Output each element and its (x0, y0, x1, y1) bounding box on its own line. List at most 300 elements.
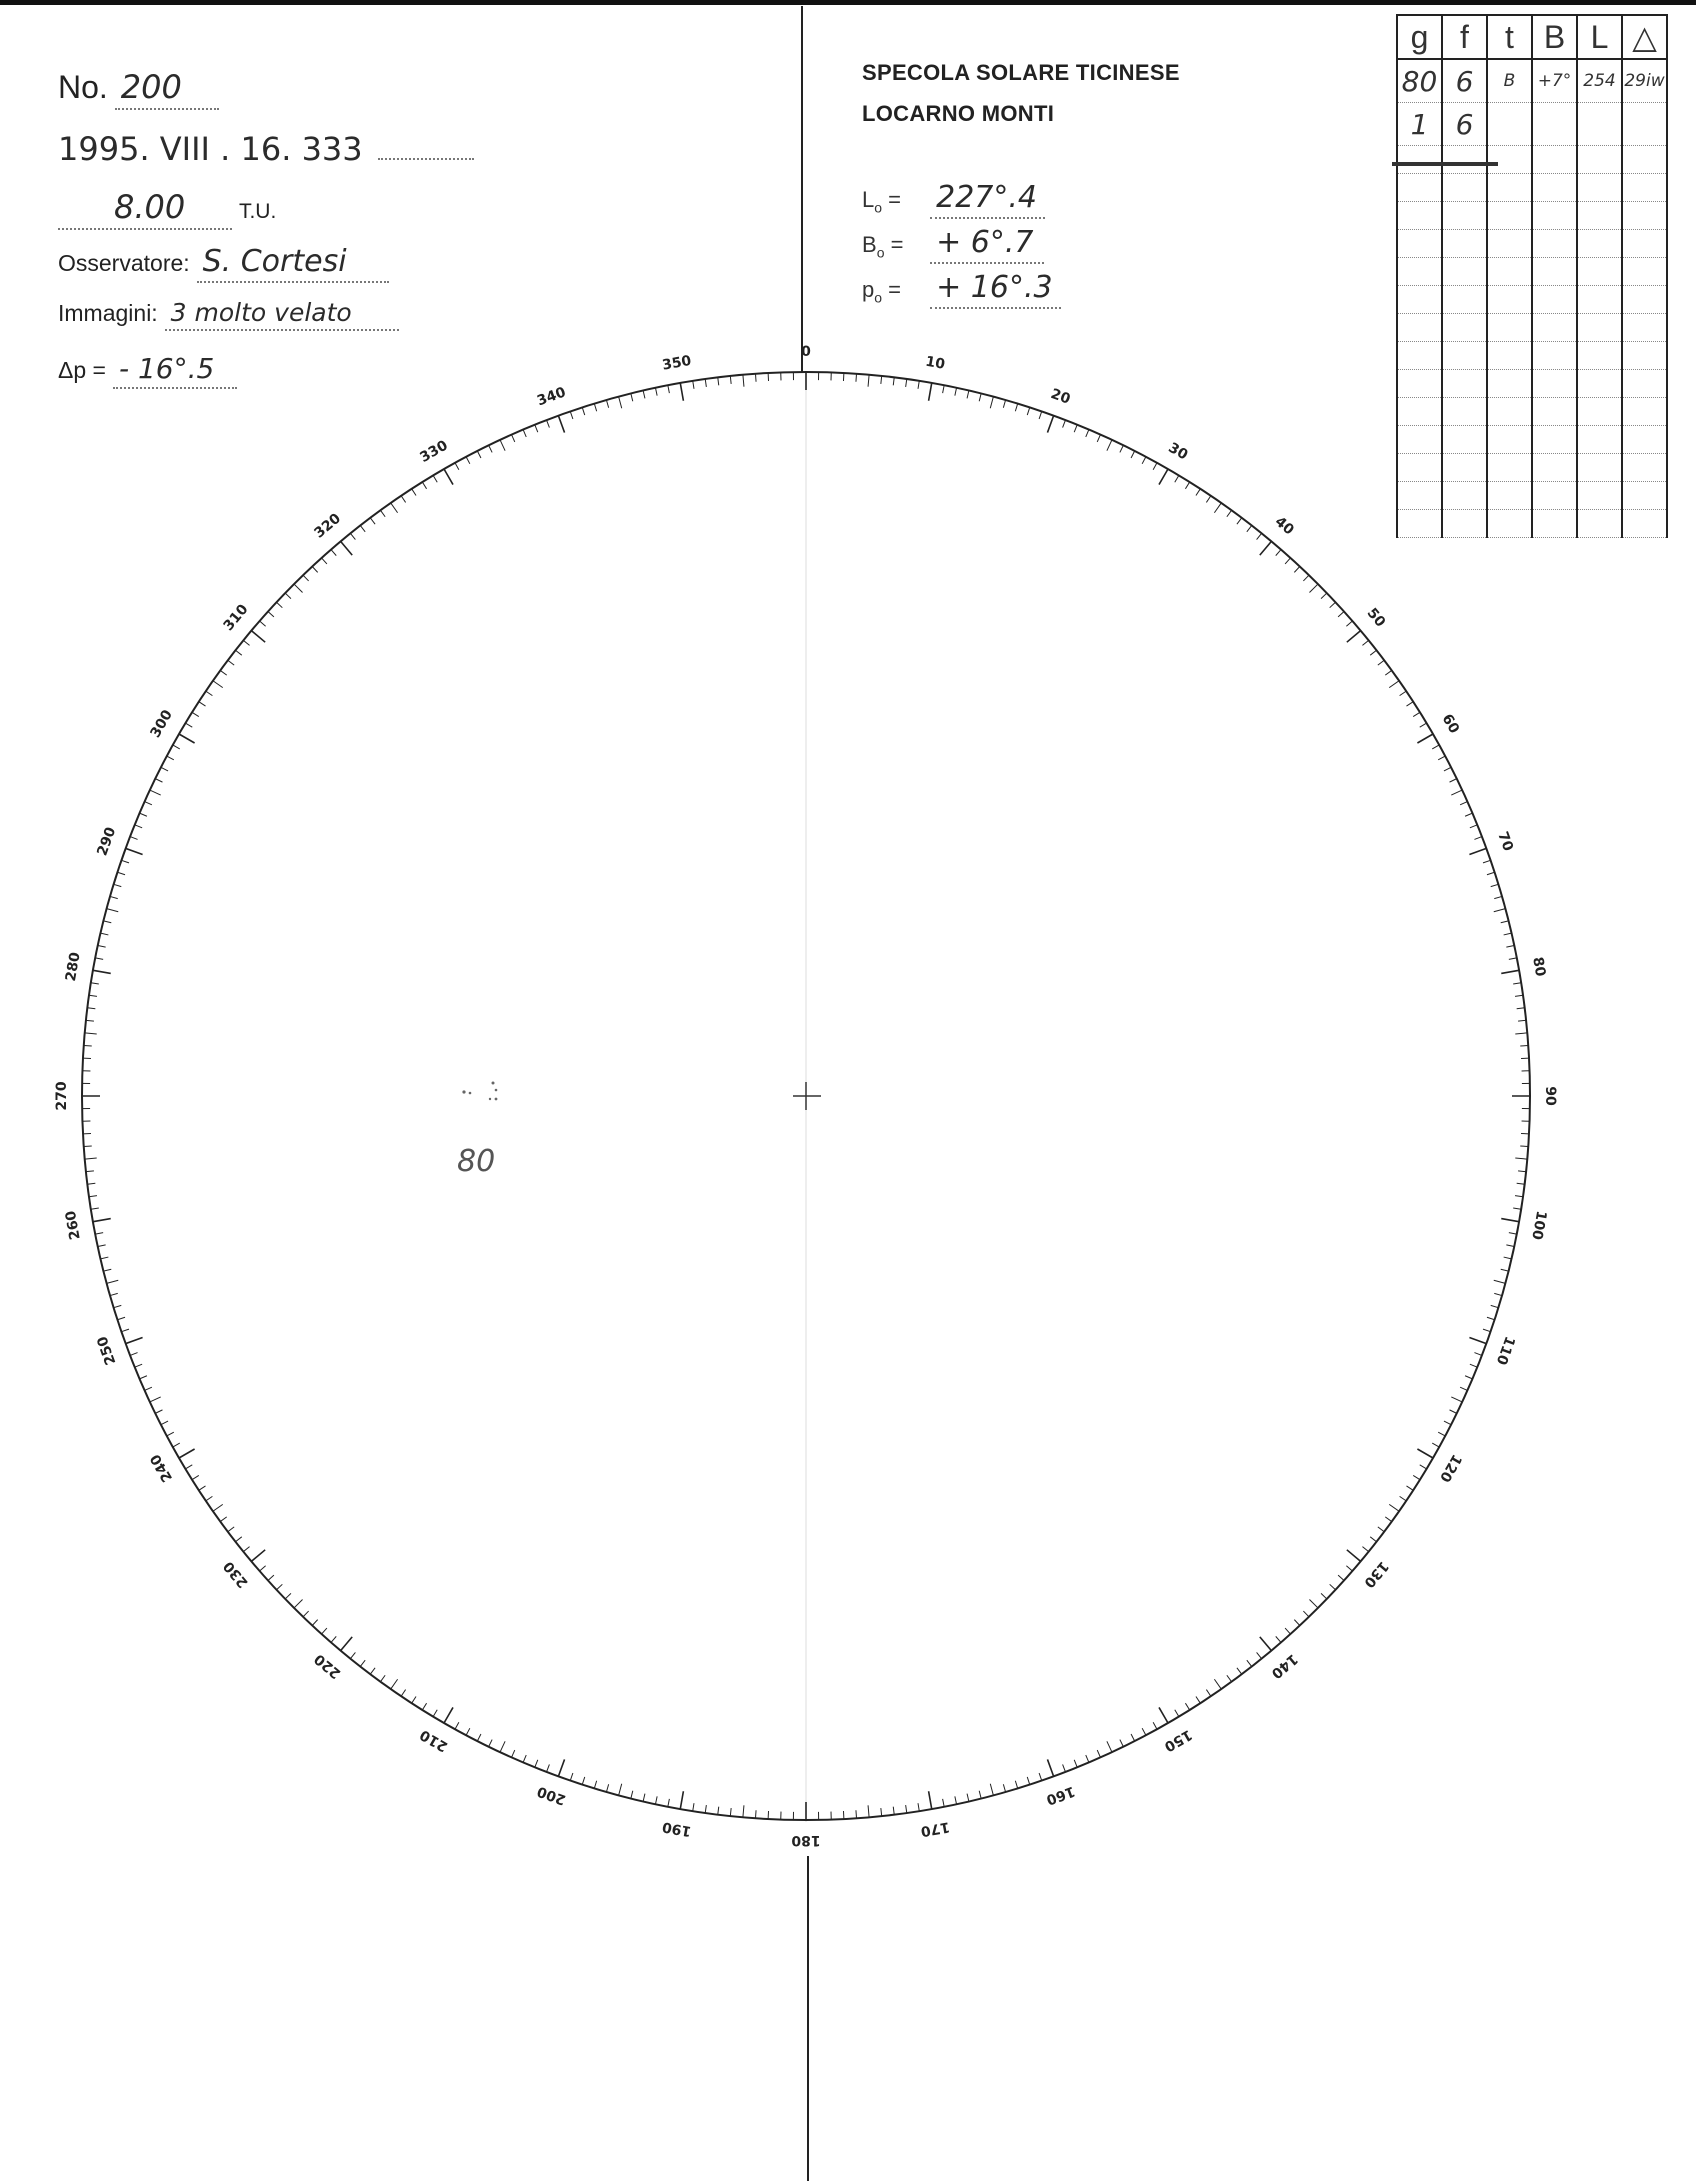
scale-tick (1515, 1033, 1527, 1034)
scale-label: 310 (220, 601, 252, 635)
B0-label: $B_o$ = (862, 232, 904, 261)
scale-tick (1237, 518, 1242, 524)
scale-tick (668, 385, 670, 393)
scale-tick (1330, 602, 1336, 607)
scale-tick (1338, 1575, 1344, 1580)
scale-tick (1515, 1158, 1527, 1159)
scale-tick (1451, 1397, 1462, 1402)
scale-tick (1015, 1781, 1017, 1789)
scale-tick (161, 767, 168, 771)
scale-label: 160 (1043, 1782, 1077, 1808)
scale-tick (1515, 995, 1523, 996)
sunspot-dot (495, 1098, 498, 1101)
scale-tick (535, 425, 538, 432)
scale-tick (107, 1280, 119, 1283)
scale-tick (104, 921, 112, 923)
scale-tick (213, 681, 223, 688)
scale-tick (1504, 933, 1512, 935)
scale-tick (1039, 1773, 1042, 1781)
scale-tick (1494, 1293, 1502, 1295)
scale-tick (93, 970, 111, 973)
scale-tick (856, 1810, 857, 1818)
scale-tick (1276, 1636, 1281, 1642)
scale-tick (199, 1486, 206, 1490)
scale-tick (906, 1805, 907, 1813)
scale-tick (1513, 983, 1521, 984)
scale-tick (655, 388, 657, 396)
scale-tick (1063, 420, 1066, 427)
scale-tick (477, 1734, 481, 1741)
scale-label: 230 (220, 1557, 252, 1591)
scale-tick (126, 848, 143, 854)
scale-tick (135, 825, 142, 828)
scale-tick (1309, 1599, 1317, 1607)
scale-tick (1214, 503, 1221, 513)
scale-tick (1438, 756, 1445, 760)
scale-tick (512, 1750, 515, 1757)
scale-tick (643, 391, 645, 399)
scale-tick (401, 1690, 405, 1697)
scale-tick (380, 1675, 385, 1681)
scale-tick (1494, 896, 1502, 898)
scale-tick (1417, 1449, 1433, 1458)
scale-tick (412, 1696, 416, 1703)
scale-tick (1285, 1628, 1290, 1634)
scale-tick (1470, 1364, 1477, 1367)
scale-tick (1385, 1517, 1391, 1522)
scale-tick (185, 1465, 192, 1469)
scale-tick (145, 1387, 152, 1390)
scale-tick (285, 593, 291, 599)
scale-tick (179, 1449, 195, 1458)
scale-tick (1027, 407, 1029, 415)
scale-label: 80 (1529, 955, 1549, 978)
scale-tick (1362, 640, 1368, 645)
scale-tick (412, 489, 416, 496)
scale-tick (558, 416, 564, 433)
scale-tick (570, 411, 573, 419)
scale-tick (294, 584, 302, 592)
scale-tick (1517, 1183, 1525, 1184)
scale-tick (1465, 1376, 1472, 1379)
scale-tick (1378, 1527, 1384, 1532)
scale-tick (755, 1810, 756, 1818)
sunspot-dot (462, 1090, 465, 1093)
scale-tick (350, 533, 355, 539)
row1-B: +7° (1532, 59, 1577, 103)
scale-tick (140, 813, 147, 816)
row2-g: 1 (1397, 103, 1442, 146)
scale-label: 300 (147, 707, 176, 741)
scale-tick (444, 1707, 453, 1723)
scale-tick (1185, 482, 1189, 489)
scale-tick (1237, 1668, 1242, 1674)
scale-tick (322, 558, 327, 564)
scale-tick (126, 1337, 143, 1343)
scale-tick (1460, 802, 1467, 805)
scale-tick (500, 440, 505, 451)
scale-tick (1227, 1675, 1232, 1681)
scale-tick (206, 691, 213, 695)
scale-tick (101, 933, 109, 935)
scale-tick (1346, 621, 1352, 626)
scale-tick (1196, 1696, 1200, 1703)
images-label: Immagini: (58, 300, 158, 326)
scale-tick (179, 734, 195, 743)
scale-label: 270 (54, 1081, 70, 1111)
scale-tick (1153, 1722, 1157, 1729)
scale-tick (251, 1550, 265, 1562)
scale-tick (1175, 1710, 1179, 1717)
header-g: g (1397, 15, 1442, 59)
scale-tick (668, 1799, 670, 1807)
scale-tick (1330, 1584, 1336, 1589)
observer-label: Osservatore: (58, 250, 190, 276)
scale-tick (1047, 1759, 1053, 1776)
scale-label: 10 (924, 353, 947, 373)
header-delta: △ (1622, 15, 1667, 59)
scale-tick (422, 482, 426, 489)
scale-label: 250 (94, 1333, 120, 1367)
scale-tick (1159, 469, 1168, 485)
scale-tick (294, 1599, 302, 1607)
sunspot-group-label: 80 (457, 1144, 496, 1179)
scale-tick (107, 909, 119, 912)
scale-tick (693, 1803, 694, 1811)
p0-label: $p_o$ = (862, 277, 902, 306)
L0-label: $L_o$ = (862, 187, 902, 216)
scale-tick (85, 1033, 97, 1034)
scale-tick (199, 702, 206, 706)
scale-tick (167, 1432, 174, 1436)
header-t: t (1487, 15, 1532, 59)
scale-label: 190 (661, 1818, 693, 1840)
scale-tick (1214, 1679, 1221, 1689)
scale-tick (893, 1807, 894, 1815)
scale-label: 260 (62, 1209, 84, 1241)
scale-tick (455, 1722, 459, 1729)
scale-label: 340 (535, 384, 569, 410)
scale-label: 90 (1542, 1086, 1558, 1106)
scale-tick (135, 1364, 142, 1367)
scale-tick (1506, 1245, 1514, 1247)
time-unit: T.U. (238, 200, 277, 223)
scale-tick (220, 1517, 226, 1522)
scale-tick (276, 1584, 282, 1589)
scale-tick (86, 1171, 94, 1172)
scale-tick (98, 945, 106, 947)
observation-date-value: 1995. VIII . 16. 333 (58, 130, 363, 168)
scale-tick (967, 1794, 969, 1802)
scale-tick (1506, 945, 1514, 947)
scale-tick (220, 670, 226, 675)
scale-tick (631, 394, 633, 402)
scale-tick (1346, 1566, 1352, 1571)
scale-tick (260, 621, 266, 626)
scale-tick (1285, 558, 1290, 564)
scale-tick (86, 1020, 94, 1021)
scale-tick (943, 385, 945, 393)
scale-tick (1294, 566, 1299, 572)
scale-tick (631, 1791, 633, 1799)
scale-label: 70 (1494, 829, 1516, 854)
scale-tick (1063, 1764, 1066, 1771)
scale-tick (893, 377, 894, 385)
scale-tick (1400, 691, 1407, 695)
scale-tick (1417, 734, 1433, 743)
scale-tick (955, 388, 957, 396)
scale-tick (558, 1759, 564, 1776)
sunspot-dot (495, 1089, 498, 1092)
row1-f: 6 (1442, 59, 1487, 103)
observatory-location: LOCARNO MONTI (862, 101, 1055, 126)
scale-tick (489, 1740, 493, 1747)
scale-tick (1074, 1760, 1077, 1767)
scale-tick (582, 407, 584, 415)
scale-tick (990, 397, 993, 409)
scale-tick (1159, 1707, 1168, 1723)
scale-tick (1474, 837, 1481, 840)
scale-tick (868, 1805, 869, 1817)
scale-tick (1142, 457, 1146, 464)
scale-tick (1518, 1171, 1526, 1172)
scale-tick (523, 1755, 526, 1762)
scale-tick (979, 394, 981, 402)
scale-tick (1520, 1045, 1528, 1046)
header-L: L (1577, 15, 1622, 59)
scale-label: 100 (1528, 1209, 1550, 1241)
scale-tick (718, 377, 719, 385)
scale-tick (1470, 825, 1477, 828)
scale-tick (1370, 650, 1376, 655)
scale-tick (1015, 404, 1017, 412)
scale-tick (91, 983, 99, 984)
scale-label: 130 (1360, 1557, 1392, 1591)
scale-tick (570, 1773, 573, 1781)
scale-tick (535, 1760, 538, 1767)
scale-tick (1483, 1329, 1491, 1332)
center-crosshair (793, 1082, 821, 1110)
header-f: f (1442, 15, 1487, 59)
scale-tick (643, 1794, 645, 1802)
scale-tick (1086, 1755, 1089, 1762)
scale-tick (1413, 1475, 1420, 1479)
record-number-value: 200 (115, 68, 219, 110)
scale-tick (235, 1537, 241, 1542)
scale-tick (1469, 1337, 1486, 1343)
scale-tick (1321, 593, 1327, 599)
observatory-name: SPECOLA SOLARE TICINESE (862, 60, 1180, 85)
scale-label: 140 (1267, 1650, 1301, 1682)
scale-tick (433, 475, 437, 482)
scale-tick (1420, 723, 1427, 727)
scale-tick (228, 660, 234, 665)
scale-tick (1321, 1593, 1327, 1599)
scale-tick (906, 379, 907, 387)
scale-tick (303, 575, 309, 581)
scale-tick (523, 430, 526, 437)
scale-tick (87, 1183, 95, 1184)
scale-tick (85, 1158, 97, 1159)
delta-p-label: Δp = (58, 357, 106, 383)
scale-tick (1247, 1660, 1252, 1666)
scale-tick (1501, 921, 1509, 923)
scale-tick (130, 1353, 137, 1356)
scale-tick (1185, 1703, 1189, 1710)
scale-tick (235, 650, 241, 655)
scale-tick (1469, 848, 1486, 854)
scale-tick (1487, 1317, 1495, 1319)
scale-tick (1501, 1219, 1519, 1222)
scale-tick (594, 1781, 596, 1789)
scale-tick (990, 1784, 993, 1796)
scale-tick (606, 1784, 608, 1792)
scale-tick (110, 1293, 118, 1295)
scale-tick (391, 1679, 398, 1689)
scale-label: 200 (535, 1782, 569, 1808)
scale-tick (391, 503, 398, 513)
scale-tick (243, 640, 249, 645)
scale-tick (1196, 489, 1200, 496)
scale-label: 20 (1048, 386, 1073, 408)
scale-tick (881, 1808, 882, 1816)
scale-tick (401, 496, 405, 503)
scale-tick (547, 1764, 550, 1771)
scale-tick (251, 631, 265, 643)
scale-tick (512, 435, 515, 442)
scale-tick (881, 376, 882, 384)
observer-value: S. Cortesi (197, 244, 389, 283)
scale-tick (268, 1575, 274, 1580)
scale-tick (110, 896, 118, 898)
scale-tick (1517, 1008, 1525, 1009)
scale-tick (1378, 660, 1384, 665)
scale-tick (1406, 702, 1413, 706)
scale-tick (114, 884, 122, 886)
scale-tick (466, 1728, 470, 1735)
scale-tick (1027, 1777, 1029, 1785)
scale-tick (206, 1496, 213, 1500)
scale-tick (1107, 440, 1112, 451)
scale-tick (114, 1305, 122, 1307)
scale-label: 0 (801, 344, 811, 360)
scale-tick (140, 1376, 147, 1379)
scale-tick (1513, 1208, 1521, 1209)
scale-tick (1413, 712, 1420, 716)
scale-tick (98, 1245, 106, 1247)
scale-tick (1487, 872, 1495, 874)
scale-label: 350 (661, 352, 693, 374)
scale-label: 320 (311, 510, 345, 542)
scale-tick (150, 1397, 161, 1402)
scale-tick (1120, 445, 1124, 452)
scale-label: 180 (791, 1832, 821, 1848)
scale-tick (1444, 1421, 1451, 1425)
scale-tick (1385, 670, 1391, 675)
scale-tick (331, 550, 336, 556)
observation-time-value: 8.00 (58, 188, 232, 230)
scale-tick (1131, 451, 1135, 458)
scale-tick (93, 1219, 111, 1222)
scale-tick (680, 383, 683, 401)
scale-tick (130, 837, 137, 840)
scale-tick (730, 1808, 731, 1816)
scale-tick (322, 1628, 327, 1634)
scale-tick (1406, 1486, 1413, 1490)
scale-tick (312, 566, 317, 572)
scale-tick (547, 420, 550, 427)
scale-tick (955, 1796, 957, 1804)
scale-tick (117, 1317, 125, 1319)
scale-tick (370, 1668, 375, 1674)
scale-tick (268, 612, 274, 617)
scale-tick (1444, 767, 1451, 771)
scale-tick (1175, 475, 1179, 482)
scale-tick (1491, 884, 1499, 886)
row2-f: 6 (1442, 103, 1487, 146)
scale-tick (243, 1547, 249, 1552)
scale-tick (1142, 1728, 1146, 1735)
scale-tick (173, 745, 180, 749)
scale-label: 120 (1436, 1451, 1465, 1485)
scale-tick (455, 463, 459, 470)
scale-tick (350, 1652, 355, 1658)
scale-tick (705, 1805, 706, 1813)
scale-label: 110 (1492, 1333, 1518, 1367)
scale-tick (1400, 1496, 1407, 1500)
scale-tick (1491, 1305, 1499, 1307)
scale-tick (477, 451, 481, 458)
scale-tick (341, 1637, 353, 1651)
scale-tick (1206, 1690, 1210, 1697)
row1-delta: 29iw (1622, 59, 1667, 103)
scale-tick (1131, 1734, 1135, 1741)
scale-tick (150, 790, 161, 795)
scale-tick (192, 1475, 199, 1479)
scale-tick (1097, 435, 1100, 442)
scale-tick (755, 374, 756, 382)
scale-label: 280 (62, 951, 84, 983)
scale-tick (1474, 1353, 1481, 1356)
sunspot-dot (489, 1098, 491, 1100)
scale-tick (185, 723, 192, 727)
scale-tick (1451, 790, 1462, 795)
scale-tick (213, 1504, 223, 1511)
images-value: 3 molto velato (165, 298, 399, 331)
scale-tick (161, 1421, 168, 1425)
scale-tick (303, 1611, 309, 1617)
scale-tick (1003, 1784, 1005, 1792)
scale-tick (1338, 612, 1344, 617)
scale-tick (1153, 463, 1157, 470)
scale-tick (341, 541, 353, 555)
p0-value: + 16°.3 (930, 270, 1060, 309)
scale-tick (370, 518, 375, 524)
scale-tick (192, 712, 199, 716)
B0-value: + 6°.7 (930, 225, 1044, 264)
scale-tick (87, 1008, 95, 1009)
scale-tick (1039, 411, 1042, 419)
scale-tick (312, 1620, 317, 1626)
sunspot-group-80 (462, 1082, 497, 1101)
scale-tick (1420, 1465, 1427, 1469)
scale-tick (89, 995, 97, 996)
scale-tick (619, 397, 622, 409)
scale-tick (380, 510, 385, 516)
scale-tick (1501, 1269, 1509, 1271)
scale-tick (1460, 1387, 1467, 1390)
scale-tick (84, 1045, 92, 1046)
